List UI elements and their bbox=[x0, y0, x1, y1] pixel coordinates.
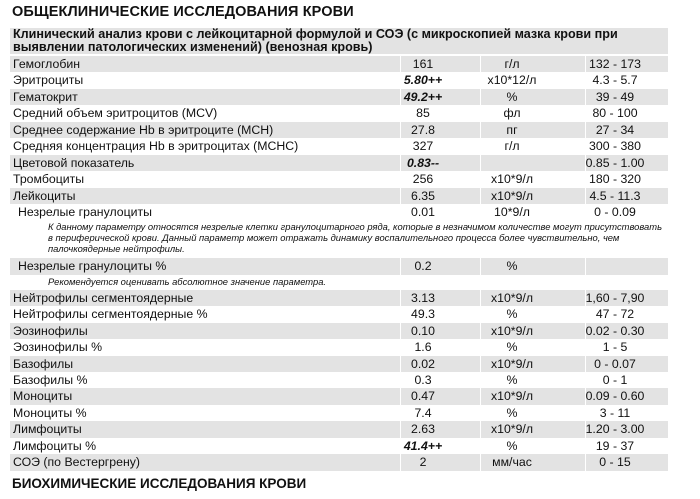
result-name: Нейтрофилы сегментоядерные % bbox=[13, 307, 208, 322]
result-unit: 10*9/л bbox=[494, 204, 530, 219]
result-note: Рекомендуется оценивать абсолютное значение параметра. bbox=[48, 275, 327, 287]
result-unit: г/л bbox=[504, 139, 520, 154]
result-value: 0.2 bbox=[414, 259, 432, 274]
results-table bbox=[10, 56, 668, 471]
result-reference: 4.3 - 5.7 bbox=[592, 73, 638, 88]
result-row bbox=[10, 56, 668, 72]
result-value: 0.10 bbox=[411, 323, 435, 338]
result-row bbox=[10, 171, 668, 187]
result-note: К данному параметру относятся незрелые клетки гранулоцитарного ряда, которые в незначимом количестве могут присутствовать в периферической крови. Данный параметр может отражать динамику воспалительного процесса более чувствительно, чем палочкоядерные нейтрофилы. bbox=[48, 221, 663, 255]
result-row bbox=[10, 306, 668, 322]
result-name: Лейкоциты bbox=[13, 188, 76, 203]
result-name: Базофилы bbox=[13, 356, 74, 371]
result-row bbox=[10, 323, 668, 339]
result-reference: 1 - 5 bbox=[602, 340, 628, 355]
result-value: 5.80++ bbox=[403, 73, 443, 88]
result-name: Незрелые гранулоциты bbox=[18, 204, 152, 219]
result-unit: х10*9/л bbox=[490, 389, 534, 404]
result-value: 41.4++ bbox=[403, 438, 443, 453]
result-reference: 0.09 - 0.60 bbox=[585, 389, 645, 404]
result-row bbox=[10, 188, 668, 204]
result-unit: % bbox=[506, 373, 518, 387]
result-row bbox=[10, 204, 668, 220]
result-name: Среднее содержание Hb в эритроците (MCH) bbox=[13, 122, 274, 137]
result-value: 2 bbox=[419, 455, 427, 470]
result-row bbox=[10, 438, 668, 454]
result-name: Моноциты % bbox=[13, 405, 87, 420]
result-row bbox=[10, 339, 668, 355]
result-value: 0.83-- bbox=[406, 155, 440, 170]
result-name: Эозинофилы % bbox=[13, 340, 103, 355]
result-value: 27.8 bbox=[411, 122, 435, 137]
result-unit: % bbox=[506, 340, 518, 355]
result-name: Гематокрит bbox=[13, 89, 78, 104]
result-value: 0.47 bbox=[411, 389, 435, 404]
result-reference: 0 - 0.09 bbox=[594, 204, 636, 219]
result-value: 256 bbox=[412, 172, 434, 187]
result-reference: 47 - 72 bbox=[595, 307, 635, 322]
result-row bbox=[10, 372, 668, 388]
result-reference: 80 - 100 bbox=[592, 106, 638, 121]
result-unit: г/л bbox=[504, 57, 520, 71]
result-value: 49.3 bbox=[411, 307, 435, 322]
result-reference: 0 - 1 bbox=[602, 373, 628, 387]
result-unit: % bbox=[506, 259, 518, 274]
result-row bbox=[10, 405, 668, 421]
result-value: 0.01 bbox=[411, 204, 435, 219]
result-name: Лимфоциты % bbox=[13, 438, 97, 453]
result-reference: 0.85 - 1.00 bbox=[585, 155, 645, 170]
result-value: 3.13 bbox=[411, 290, 435, 305]
result-unit: % bbox=[506, 89, 518, 104]
result-reference: 0.02 - 0.30 bbox=[585, 323, 645, 338]
result-name: Нейтрофилы сегментоядерные bbox=[13, 290, 194, 305]
result-unit: % bbox=[506, 405, 518, 420]
result-row bbox=[10, 290, 668, 306]
result-row bbox=[10, 421, 668, 437]
result-value: 161 bbox=[412, 57, 434, 71]
result-name: Эозинофилы bbox=[13, 323, 88, 338]
result-reference: 39 - 49 bbox=[595, 89, 635, 104]
column-divider bbox=[480, 155, 481, 171]
result-value: 1.6 bbox=[414, 340, 432, 355]
result-reference: 19 - 37 bbox=[595, 438, 635, 453]
result-reference: 1,60 - 7,90 bbox=[585, 290, 645, 305]
result-value: 2.63 bbox=[411, 422, 435, 437]
column-divider bbox=[585, 258, 586, 274]
result-value: 7.4 bbox=[414, 405, 432, 420]
result-reference: 3 - 11 bbox=[599, 405, 631, 420]
result-unit: пг bbox=[506, 122, 518, 137]
result-reference: 1.20 - 3.00 bbox=[585, 422, 645, 437]
result-unit: х10*9/л bbox=[490, 323, 534, 338]
result-name: Средний объем эритроцитов (MCV) bbox=[13, 106, 218, 121]
next-section-title: БИОХИМИЧЕСКИЕ ИССЛЕДОВАНИЯ КРОВИ bbox=[12, 476, 307, 491]
panel-title: Клинический анализ крови с лейкоцитарной формулой и СОЭ (с микроскопией мазка крови при выявлении патологических изменений) (венозная кровь) bbox=[10, 28, 668, 54]
result-name: Базофилы % bbox=[13, 373, 88, 387]
result-reference: 0 - 15 bbox=[599, 455, 631, 470]
result-name: СОЭ (по Вестергрену) bbox=[13, 455, 140, 470]
result-unit: % bbox=[506, 307, 518, 322]
result-unit: мм/час bbox=[492, 455, 532, 470]
result-name: Незрелые гранулоциты % bbox=[18, 259, 167, 274]
result-row bbox=[10, 388, 668, 404]
result-value: 85 bbox=[416, 106, 430, 121]
section-title: ОБЩЕКЛИНИЧЕСКИЕ ИССЛЕДОВАНИЯ КРОВИ bbox=[12, 4, 354, 20]
result-name: Моноциты bbox=[13, 389, 73, 404]
result-reference: 132 - 173 bbox=[589, 57, 641, 71]
result-unit: х10*9/л bbox=[490, 188, 534, 203]
result-row bbox=[10, 89, 668, 105]
result-row bbox=[10, 72, 668, 88]
result-unit: х10*12/л bbox=[487, 73, 537, 88]
result-name: Средняя концентрация Hb в эритроцитах (MCHC) bbox=[13, 139, 299, 154]
result-name: Цветовой показатель bbox=[13, 155, 135, 170]
result-unit: х10*9/л bbox=[490, 290, 534, 305]
result-row bbox=[10, 454, 668, 470]
result-name: Лимфоциты bbox=[13, 422, 82, 437]
result-reference: 300 - 380 bbox=[589, 139, 641, 154]
result-row bbox=[10, 138, 668, 154]
result-value: 6.35 bbox=[411, 188, 435, 203]
result-reference: 180 - 320 bbox=[589, 172, 641, 187]
result-unit: % bbox=[506, 438, 518, 453]
result-row bbox=[10, 356, 668, 372]
result-unit: х10*9/л bbox=[490, 422, 534, 437]
result-value: 49.2++ bbox=[403, 89, 443, 104]
result-name: Гемоглобин bbox=[13, 57, 81, 71]
result-value: 0.3 bbox=[414, 373, 432, 387]
result-reference: 27 - 34 bbox=[595, 122, 635, 137]
result-unit: фл bbox=[503, 106, 521, 121]
result-row bbox=[10, 155, 668, 171]
result-reference: 4.5 - 11.3 bbox=[589, 188, 641, 203]
result-row bbox=[10, 258, 668, 274]
result-unit: х10*9/л bbox=[490, 172, 534, 187]
result-value: 327 bbox=[412, 139, 434, 154]
result-reference: 0 - 0.07 bbox=[594, 356, 636, 371]
result-row bbox=[10, 105, 668, 121]
result-name: Тромбоциты bbox=[13, 172, 85, 187]
result-name: Эритроциты bbox=[13, 73, 84, 88]
result-unit: х10*9/л bbox=[490, 356, 534, 371]
result-row bbox=[10, 122, 668, 138]
result-value: 0.02 bbox=[411, 356, 435, 371]
